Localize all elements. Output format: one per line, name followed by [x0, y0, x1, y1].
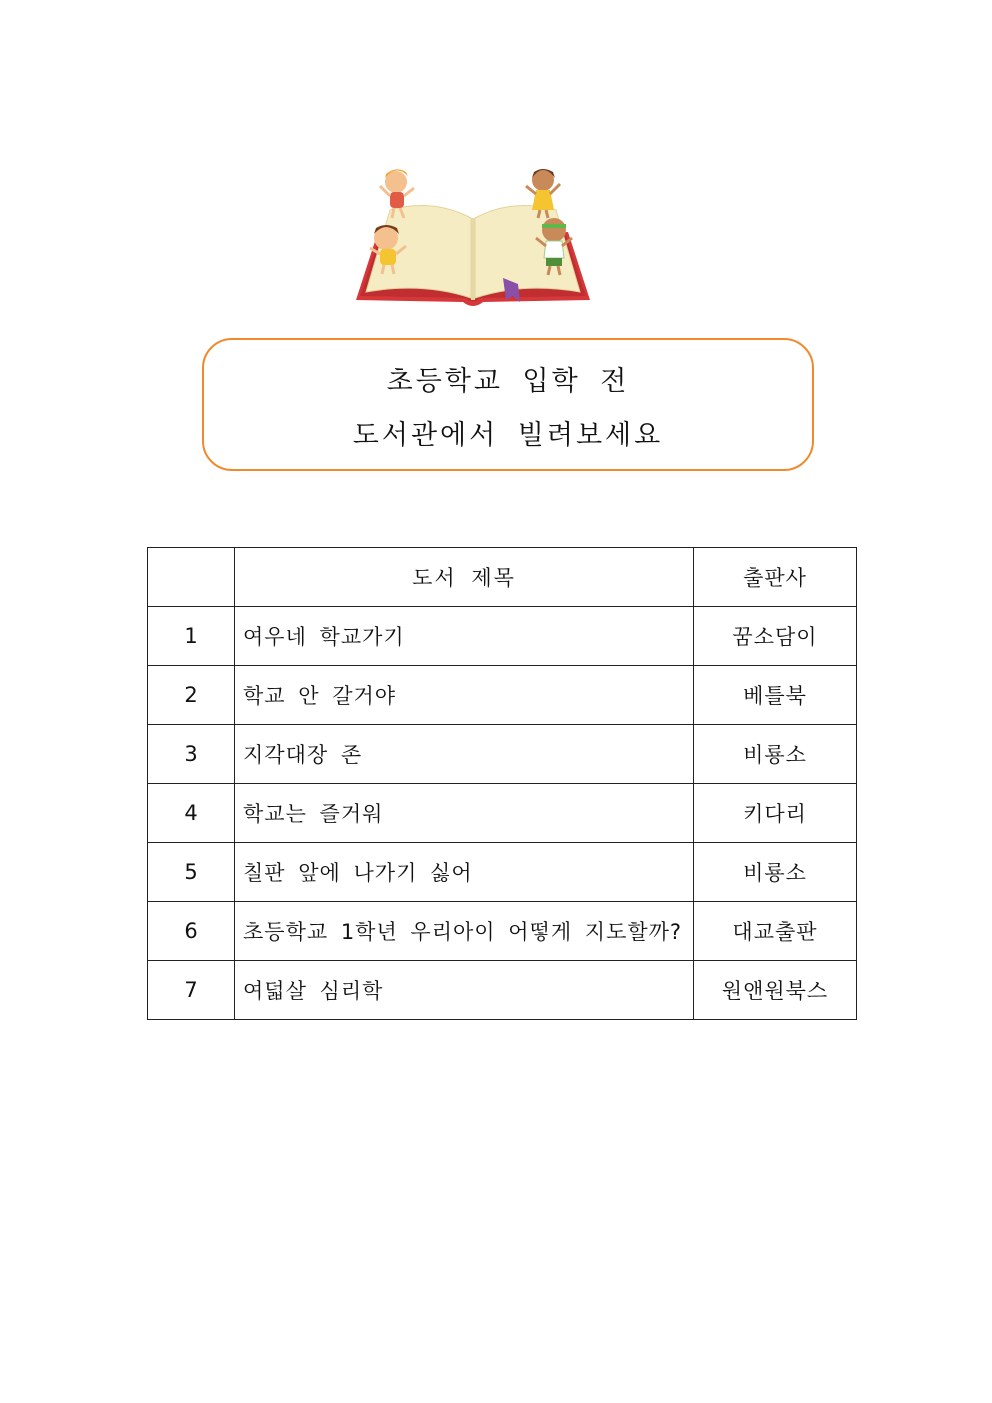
title-line-2: 도서관에서 빌려보세요: [352, 420, 664, 451]
book-list-table: [147, 547, 857, 1020]
row-title: 초등학교 1학년 우리아이 어떻게 지도할까?: [235, 902, 694, 961]
row-number: 7: [148, 961, 235, 1020]
row-number: 6: [148, 902, 235, 961]
table-row: [148, 725, 857, 784]
row-number: 2: [148, 666, 235, 725]
row-number: 1: [148, 607, 235, 666]
table-header-row: [148, 548, 857, 607]
row-number: 5: [148, 843, 235, 902]
row-publisher: 대교출판: [694, 902, 857, 961]
header-number: [148, 548, 235, 607]
row-title: 학교 안 갈거야: [235, 666, 694, 725]
book-right-page: [475, 206, 580, 299]
row-publisher: 베틀북: [694, 666, 857, 725]
table-row: [148, 607, 857, 666]
row-publisher: 원앤원북스: [694, 961, 857, 1020]
row-publisher: 꿈소담이: [694, 607, 857, 666]
row-publisher: 키다리: [694, 784, 857, 843]
row-publisher: 비룡소: [694, 843, 857, 902]
table-row: [148, 666, 857, 725]
header-publisher: 출판사: [694, 548, 857, 607]
table-row: [148, 843, 857, 902]
row-title: 여덟살 심리학: [235, 961, 694, 1020]
row-title: 학교는 즐거워: [235, 784, 694, 843]
row-number: 4: [148, 784, 235, 843]
row-title: 칠판 앞에 나가기 싫어: [235, 843, 694, 902]
header-title: 도서 제목: [235, 548, 694, 607]
row-title: 지각대장 존: [235, 725, 694, 784]
table-row: [148, 784, 857, 843]
table-row: [148, 961, 857, 1020]
open-book-with-children-illustration: [348, 160, 598, 315]
title-frame: [202, 338, 814, 471]
row-number: 3: [148, 725, 235, 784]
row-title: 여우네 학교가기: [235, 607, 694, 666]
table-row: [148, 902, 857, 961]
row-publisher: 비룡소: [694, 725, 857, 784]
title-line-1: 초등학교 입학 전: [386, 366, 630, 397]
